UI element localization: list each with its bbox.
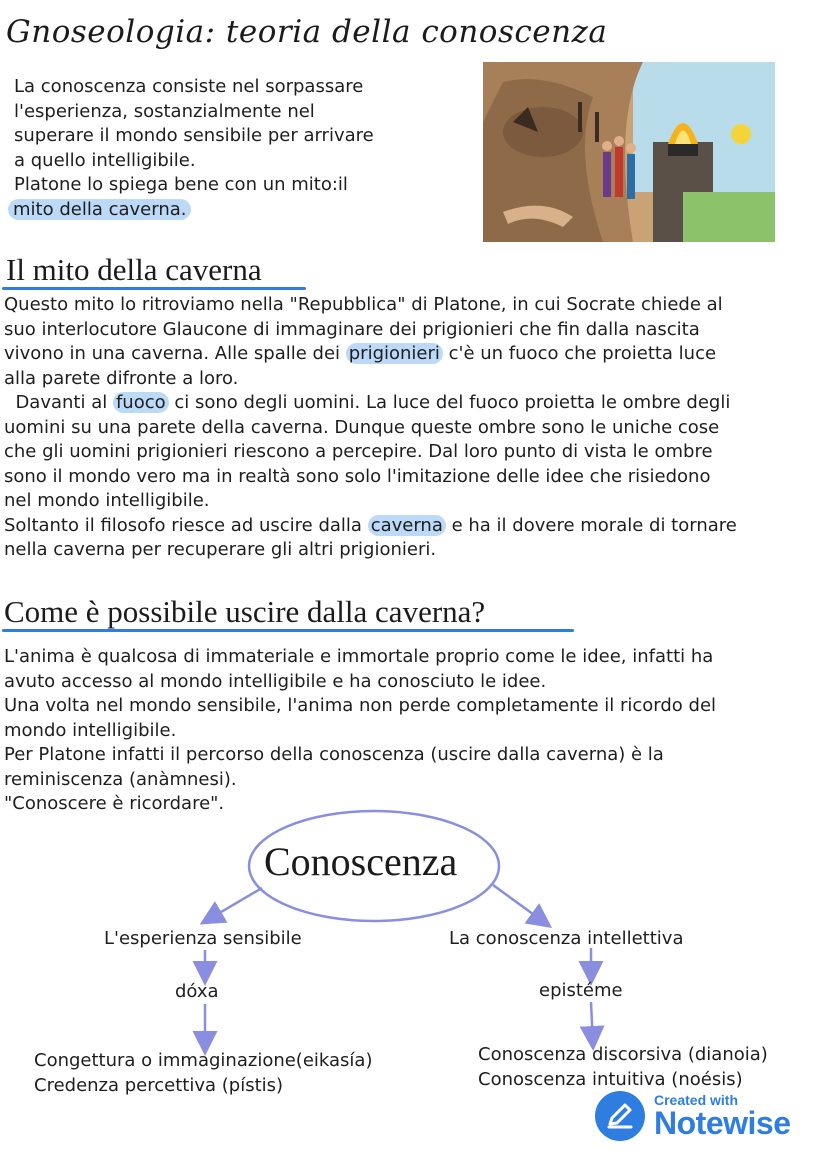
- map-leaf-dianoia: Conoscenza discorsiva (dianoia): [478, 1044, 768, 1065]
- mito-line: vivono in una caverna. Alle spalle dei prigionieri c'è un fuoco che proietta luce: [4, 343, 717, 364]
- uscire-line: mondo intelligibile.: [4, 719, 177, 741]
- mito-line: suo interlocutore Glaucone di immaginare dei prigionieri che fin dalla nascita: [4, 318, 700, 340]
- map-node-esperienza: L'esperienza sensibile: [104, 928, 302, 949]
- mito-line: Davanti al fuoco ci sono degli uomini. La luce del fuoco proietta le ombre degli: [4, 392, 731, 413]
- uscire-line: Una volta nel mondo sensibile, l'anima non perde completamente il ricordo del: [4, 695, 717, 716]
- badge-small-text: Created with: [654, 1092, 739, 1108]
- arrow-root-left: [204, 888, 262, 922]
- highlight-caverna: caverna: [368, 515, 446, 536]
- intro-highlight: mito della caverna.: [8, 199, 191, 220]
- uscire-line: "Conoscere è ricordare".: [4, 793, 225, 814]
- mito-line: nella caverna per recuperare gli altri prigionieri.: [4, 539, 437, 560]
- map-leaf-pistis: Credenza percettiva (pístis): [34, 1075, 284, 1096]
- highlight-fuoco: fuoco: [113, 392, 169, 413]
- mito-line: nel mondo intelligibile.: [4, 490, 210, 511]
- uscire-line: reminiscenza (anàmnesi).: [4, 768, 237, 790]
- page-title: Gnoseologia: teoria della conoscenza: [6, 14, 608, 50]
- notewise-badge[interactable]: [594, 1090, 819, 1148]
- map-node-episteme: epistéme: [539, 980, 623, 1001]
- mito-line: Questo mito lo ritroviamo nella "Repubblica" di Platone, in cui Socrate chiede al: [4, 294, 723, 315]
- map-leaf-noesis: Conoscenza intuitiva (noésis): [478, 1069, 743, 1090]
- intro-line: Platone lo spiega bene con un mito:il: [14, 174, 348, 195]
- mito-line: sono il mondo vero ma in realtà sono solo l'imitazione delle idee che risiedono: [4, 465, 711, 487]
- arrow-right-leaf: [591, 1002, 593, 1046]
- map-root: Conoscenza: [264, 839, 458, 884]
- pencil-icon: [594, 1090, 646, 1142]
- uscire-line: L'anima è qualcosa di immateriale e immortale proprio come le idee, infatti ha: [4, 646, 714, 667]
- intro-line: La conoscenza consiste nel sorpassare: [14, 76, 364, 97]
- map-node-intellettiva: La conoscenza intellettiva: [449, 928, 684, 949]
- mito-line: che gli uomini prigionieri riescono a percepire. Dal loro punto di vista le ombre: [4, 441, 713, 462]
- section-heading-uscire: Come è possibile uscire dalla caverna?: [4, 594, 486, 629]
- uscire-line: Per Platone infatti il percorso della conoscenza (uscire dalla caverna) è la: [4, 744, 664, 765]
- mito-line: uomini su una parete della caverna. Dunque queste ombre sono le uniche cose: [4, 416, 720, 438]
- mito-line: Soltanto il filosofo riesce ad uscire dalla caverna e ha il dovere morale di tornare: [4, 514, 737, 536]
- arrow-root-right: [493, 885, 548, 925]
- section-heading-mito: Il mito della caverna: [6, 252, 262, 287]
- highlight-prigionieri: prigionieri: [346, 343, 443, 364]
- map-leaf-eikasia: Congettura o immaginazione(eikasía): [34, 1050, 373, 1071]
- intro-line: a quello intelligibile.: [14, 149, 196, 171]
- badge-brand: Notewise: [654, 1105, 791, 1141]
- map-node-doxa: dóxa: [175, 981, 219, 1002]
- uscire-line: avuto accesso al mondo intelligibile e ha conosciuto le idee.: [4, 670, 547, 692]
- mito-line: alla parete difronte a loro.: [4, 367, 239, 389]
- intro-line: l'esperienza, sostanzialmente nel: [14, 100, 315, 122]
- intro-line: superare il mondo sensibile per arrivare: [14, 125, 374, 146]
